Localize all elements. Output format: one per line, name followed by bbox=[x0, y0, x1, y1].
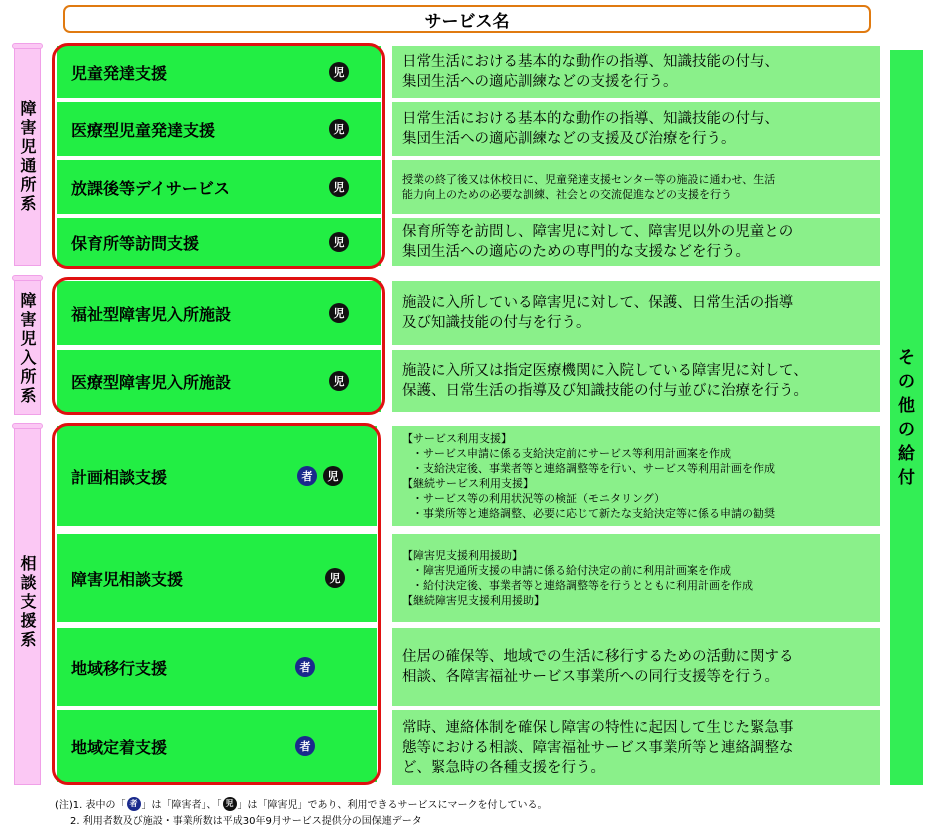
sha-badge-icon: 者 bbox=[295, 657, 315, 677]
service-description: 施設に入所又は指定医療機関に入院している障害児に対して、 保護、日常生活の指導及び知識技能の付与並びに治療を行う。 bbox=[392, 350, 880, 412]
service-name: 児童発達支援 bbox=[71, 63, 168, 83]
ji-badge-icon: 児 bbox=[223, 797, 237, 811]
service-description: 施設に入所している障害児に対して、保護、日常生活の指導 及び知識技能の付与を行う。 bbox=[392, 281, 880, 345]
ji-badge-icon: 児 bbox=[329, 119, 349, 139]
category-tsusho bbox=[14, 48, 41, 266]
service-cell bbox=[57, 281, 381, 345]
service-name: 地域移行支援 bbox=[71, 658, 168, 678]
service-description: 保育所等を訪問し、障害児に対して、障害児以外の児童との 集団生活への適応のための専門的な支援などを行う。 bbox=[392, 218, 880, 266]
service-cell bbox=[57, 102, 381, 156]
category-label: 相談支援系 bbox=[20, 554, 37, 649]
service-cell bbox=[57, 710, 377, 782]
other-benefits-column bbox=[890, 50, 923, 785]
service-description: 【障害児支援利用援助】 ・障害児通所支援の申請に係る給付決定の前に利用計画案を作成 ・給付決定後、事業者等と連絡調整等を行うとともに利用計画を作成 【継続障害児支援利用援助】 bbox=[392, 534, 880, 622]
footnote: (注)1. 表中の「 者 」は「障害者」、「 児 」は「障害児」であり、利用できるサービスにマークを付している。 bbox=[55, 796, 548, 811]
service-cell bbox=[57, 350, 381, 412]
service-name: 福祉型障害児入所施設 bbox=[71, 304, 232, 324]
service-cell bbox=[57, 628, 377, 706]
service-description: 住居の確保等、地域での生活に移行するための活動に関する 相談、各障害福祉サービス事業所への同行支援等を行う。 bbox=[392, 628, 880, 706]
category-label: 障害児入所系 bbox=[20, 291, 37, 405]
category-nyusho bbox=[14, 280, 41, 415]
sha-badge-icon: 者 bbox=[297, 466, 317, 486]
service-cell bbox=[57, 46, 381, 98]
category-label: 障害児通所系 bbox=[20, 99, 37, 213]
service-name: 保育所等訪問支援 bbox=[71, 233, 200, 253]
service-description: 日常生活における基本的な動作の指導、知識技能の付与、 集団生活への適応訓練などの支援を行う。 bbox=[392, 46, 880, 98]
ji-badge-icon: 児 bbox=[323, 466, 343, 486]
service-name: 放課後等デイサービス bbox=[71, 178, 230, 198]
service-name-header: サービス名 bbox=[63, 5, 871, 33]
sha-badge-icon: 者 bbox=[127, 797, 141, 811]
service-cell bbox=[57, 426, 377, 526]
service-name: 障害児相談支援 bbox=[71, 569, 184, 589]
ji-badge-icon: 児 bbox=[329, 177, 349, 197]
service-description: 常時、連絡体制を確保し障害の特性に起因して生じた緊急事 態等における相談、障害福祉サービス事業所等と連絡調整な ど、緊急時の各種支援を行う。 bbox=[392, 710, 880, 785]
service-description: 【サービス利用支援】 ・サービス申請に係る支給決定前にサービス等利用計画案を作成 ・支給決定後、事業者等と連絡調整等を行い、サービス等利用計画を作成 【継続サービス利用支援】 ・サービス等の利用状況等の検証（モニタリング） ・事業所等と連絡調整、必要に応じて新たな支給決定等に係る申請の勧奨 bbox=[392, 426, 880, 526]
footnote-2: 2. 利用者数及び施設・事業所数は平成30年9月サービス提供分の国保連データ bbox=[70, 816, 422, 827]
service-cell bbox=[57, 218, 381, 266]
service-cell bbox=[57, 534, 377, 622]
service-cell bbox=[57, 160, 381, 214]
category-sodan bbox=[14, 428, 41, 785]
ji-badge-icon: 児 bbox=[329, 232, 349, 252]
other-benefits-label: その他の給付 bbox=[898, 347, 915, 488]
service-name: 計画相談支援 bbox=[71, 467, 168, 487]
ji-badge-icon: 児 bbox=[329, 303, 349, 323]
service-name: 医療型児童発達支援 bbox=[71, 120, 216, 140]
service-description: 授業の終了後又は休校日に、児童発達支援センター等の施設に通わせ、生活 能力向上のための必要な訓練、社会との交流促進などの支援を行う bbox=[392, 160, 880, 214]
service-name: 地域定着支援 bbox=[71, 737, 168, 757]
service-name: 医療型障害児入所施設 bbox=[71, 372, 232, 392]
service-description: 日常生活における基本的な動作の指導、知識技能の付与、 集団生活への適応訓練などの支援及び治療を行う。 bbox=[392, 102, 880, 156]
ji-badge-icon: 児 bbox=[325, 568, 345, 588]
sha-badge-icon: 者 bbox=[295, 736, 315, 756]
ji-badge-icon: 児 bbox=[329, 62, 349, 82]
ji-badge-icon: 児 bbox=[329, 371, 349, 391]
